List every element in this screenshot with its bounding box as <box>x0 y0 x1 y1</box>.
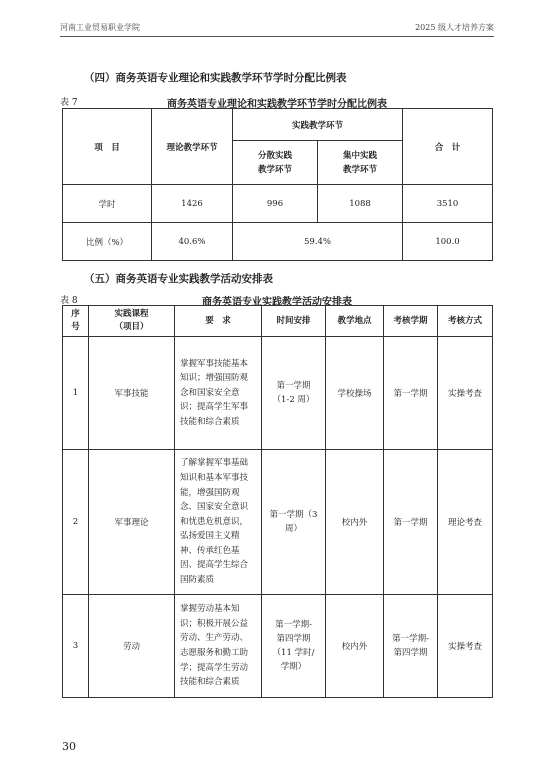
col-requirement: 要 求 <box>175 306 262 337</box>
table8-title: 商务英语专业实践教学活动安排表 <box>202 297 352 308</box>
practice-ratio: 59.4% <box>233 223 403 261</box>
total-hours: 3510 <box>403 185 493 223</box>
table-row <box>63 185 493 223</box>
row-requirement: 了解掌握军事基础知识和基本军事技能，增强国防观念、国家安全意识和忧患危机意识，弘扬爱国主义精神、传承红色基因、提高学生综合国防素质 <box>175 450 262 595</box>
row-term: 第一学期 <box>384 450 438 595</box>
row-course: 劳动 <box>89 595 175 698</box>
col-total: 合 计 <box>403 109 493 185</box>
table-row <box>63 595 493 698</box>
col-theory: 理论教学环节 <box>152 109 233 185</box>
row-time: 第一学期- 第四学期 （11 学时/ 学期） <box>262 595 326 698</box>
table-row <box>63 223 493 261</box>
concentrated-hours: 1088 <box>318 185 403 223</box>
theory-ratio: 40.6% <box>152 223 233 261</box>
table7-title: 商务英语专业理论和实践教学环节学时分配比例表 <box>167 99 387 110</box>
theory-hours: 1426 <box>152 185 233 223</box>
col-item: 项 目 <box>63 109 152 185</box>
row-term: 第一学期- 第四学期 <box>384 595 438 698</box>
col-concentrated-practice: 集中实践 教学环节 <box>318 141 403 185</box>
row-label: 学时 <box>63 185 152 223</box>
row-course: 军事理论 <box>89 450 175 595</box>
hours-ratio-table <box>62 108 493 261</box>
col-method: 考核方式 <box>438 306 493 337</box>
row-place: 学校操场 <box>326 337 384 450</box>
total-ratio: 100.0 <box>403 223 493 261</box>
row-time: 第一学期（3 周） <box>262 450 326 595</box>
row-label: 比例（%） <box>63 223 152 261</box>
row-place: 校内外 <box>326 595 384 698</box>
page-header <box>60 22 494 36</box>
col-time: 时间安排 <box>262 306 326 337</box>
header-program: 2025 级人才培养方案 <box>415 23 494 32</box>
row-method: 实操考查 <box>438 595 493 698</box>
table7-number: 表 7 <box>60 98 78 108</box>
row-requirement: 掌握劳动基本知识；积极开展公益劳动、生产劳动、志愿服务和勤工助学；提高学生劳动技能和综合素质 <box>175 595 262 698</box>
table-row <box>63 450 493 595</box>
col-seq: 序 号 <box>63 306 89 337</box>
col-place: 教学地点 <box>326 306 384 337</box>
row-course: 军事技能 <box>89 337 175 450</box>
col-practice: 实践教学环节 <box>233 109 403 141</box>
row-method: 理论考查 <box>438 450 493 595</box>
section-4-title: （四）商务英语专业理论和实践教学环节学时分配比例表 <box>84 72 347 84</box>
row-term: 第一学期 <box>384 337 438 450</box>
practice-activity-table <box>62 305 493 698</box>
page-number: 30 <box>62 740 76 753</box>
row-requirement: 掌握军事技能基本知识；增强国防观念和国家安全意识；提高学生军事技能和综合素质 <box>175 337 262 450</box>
table8-number: 表 8 <box>60 296 78 306</box>
col-term: 考核学期 <box>384 306 438 337</box>
row-seq: 3 <box>63 595 89 698</box>
header-school: 河南工业贸易职业学院 <box>60 23 140 32</box>
table-row <box>63 337 493 450</box>
row-place: 校内外 <box>326 450 384 595</box>
row-time: 第一学期 （1-2 周） <box>262 337 326 450</box>
header-divider <box>60 36 494 37</box>
col-course: 实践课程 （项目） <box>89 306 175 337</box>
col-scatter-practice: 分散实践 教学环节 <box>233 141 318 185</box>
row-method: 实操考查 <box>438 337 493 450</box>
row-seq: 2 <box>63 450 89 595</box>
section-5-title: （五）商务英语专业实践教学活动安排表 <box>84 273 273 285</box>
scatter-hours: 996 <box>233 185 318 223</box>
row-seq: 1 <box>63 337 89 450</box>
